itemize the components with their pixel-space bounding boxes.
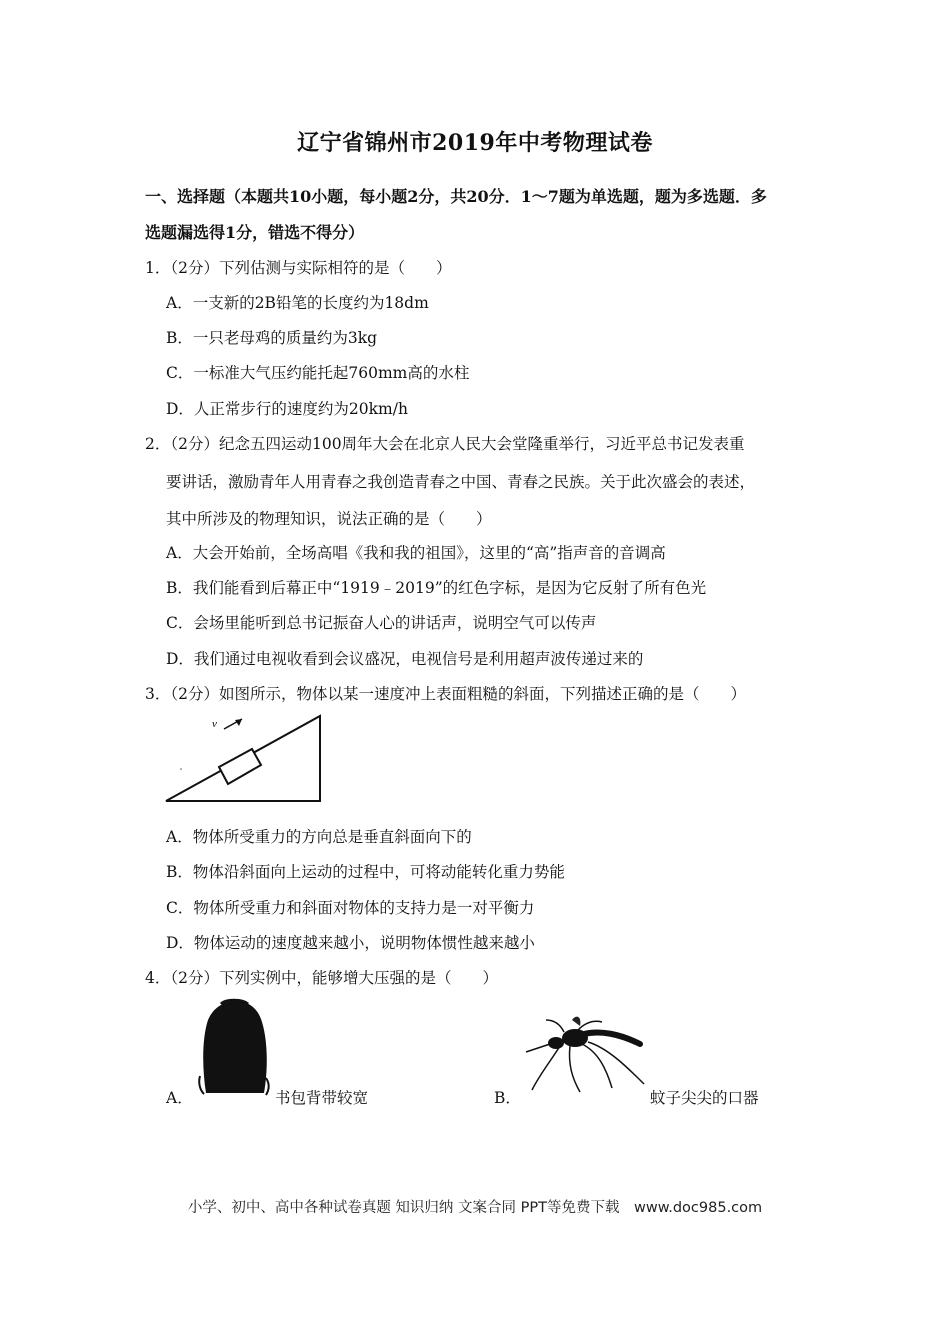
question-1-option-c: C．一标准大气压约能托起760mm高的水柱 [166,364,470,382]
question-2-option-a: A．大会开始前，全场高唱《我和我的祖国》，这里的“高”指声音的音调高 [166,544,666,562]
question-2-option-c: C．会场里能听到总书记振奋人心的讲话声，说明空气可以传声 [166,614,597,632]
question-2-option-b: B．我们能看到后幕正中“1919﹣2019”的红色字标，是因为它反射了所有色光 [166,579,707,597]
question-2-stem-cont-1: 要讲话，激励青年人用青春之我创造青春之中国、青春之民族。关于此次盛会的表述， [166,473,756,491]
question-3-stem: 3．（2分）如图所示，物体以某一速度冲上表面粗糙的斜面，下列描述正确的是（ ） [145,685,746,703]
question-3-option-c: C．物体所受重力和斜面对物体的支持力是一对平衡力 [166,899,535,917]
question-2-stem: 2．（2分）纪念五四运动100周年大会在北京人民大会堂隆重举行，习近平总书记发表重 [145,435,745,453]
question-4-option-a-text: 书包背带较宽 [275,1089,369,1107]
page-footer: 小学、初中、高中各种试卷真题 知识归纳 文案合同 PPT等免费下载 www.doc985.com [187,1200,763,1216]
question-1-option-d: D．人正常步行的速度约为20km/h [166,400,408,418]
question-4-option-b-letter: B． [494,1089,521,1107]
block-on-incline [219,749,261,784]
section-heading-line1: 一、选择题（本题共10小题，每小题2分，共20分．1～7题为单选题，题为多选题．多 [145,187,767,206]
question-4-stem: 4．（2分）下列实例中，能够增大压强的是（ ） [145,969,498,987]
question-1-option-a: A．一支新的2B铅笔的长度约为18dm [166,294,429,312]
question-4-option-a-letter: A． [166,1089,193,1107]
backpack-image [196,998,272,1098]
question-3-option-a: A．物体所受重力的方向总是垂直斜面向下的 [166,828,472,846]
question-3-option-b: B．物体沿斜面向上运动的过程中，可将动能转化重力势能 [166,863,565,881]
incline-figure [160,708,330,808]
question-1-option-b: B．一只老母鸡的质量约为3kg [166,329,378,347]
question-3-option-d: D．物体运动的速度越来越小，说明物体惯性越来越小 [166,934,535,952]
question-1-stem: 1．（2分）下列估测与实际相符的是（ ） [145,259,452,277]
question-2-stem-cont-2: 其中所涉及的物理知识，说法正确的是（ ） [166,510,492,528]
question-2-option-d: D．我们通过电视收看到会议盛况，电视信号是利用超声波传递过来的 [166,650,644,668]
mosquito-image [520,1012,646,1094]
page-title: 辽宁省锦州市2019年中考物理试卷 [297,130,653,156]
section-heading-line2: 选题漏选得1分，错选不得分） [145,223,365,242]
velocity-label: v [212,718,217,730]
question-4-option-b-text: 蚊子尖尖的口器 [650,1089,759,1107]
